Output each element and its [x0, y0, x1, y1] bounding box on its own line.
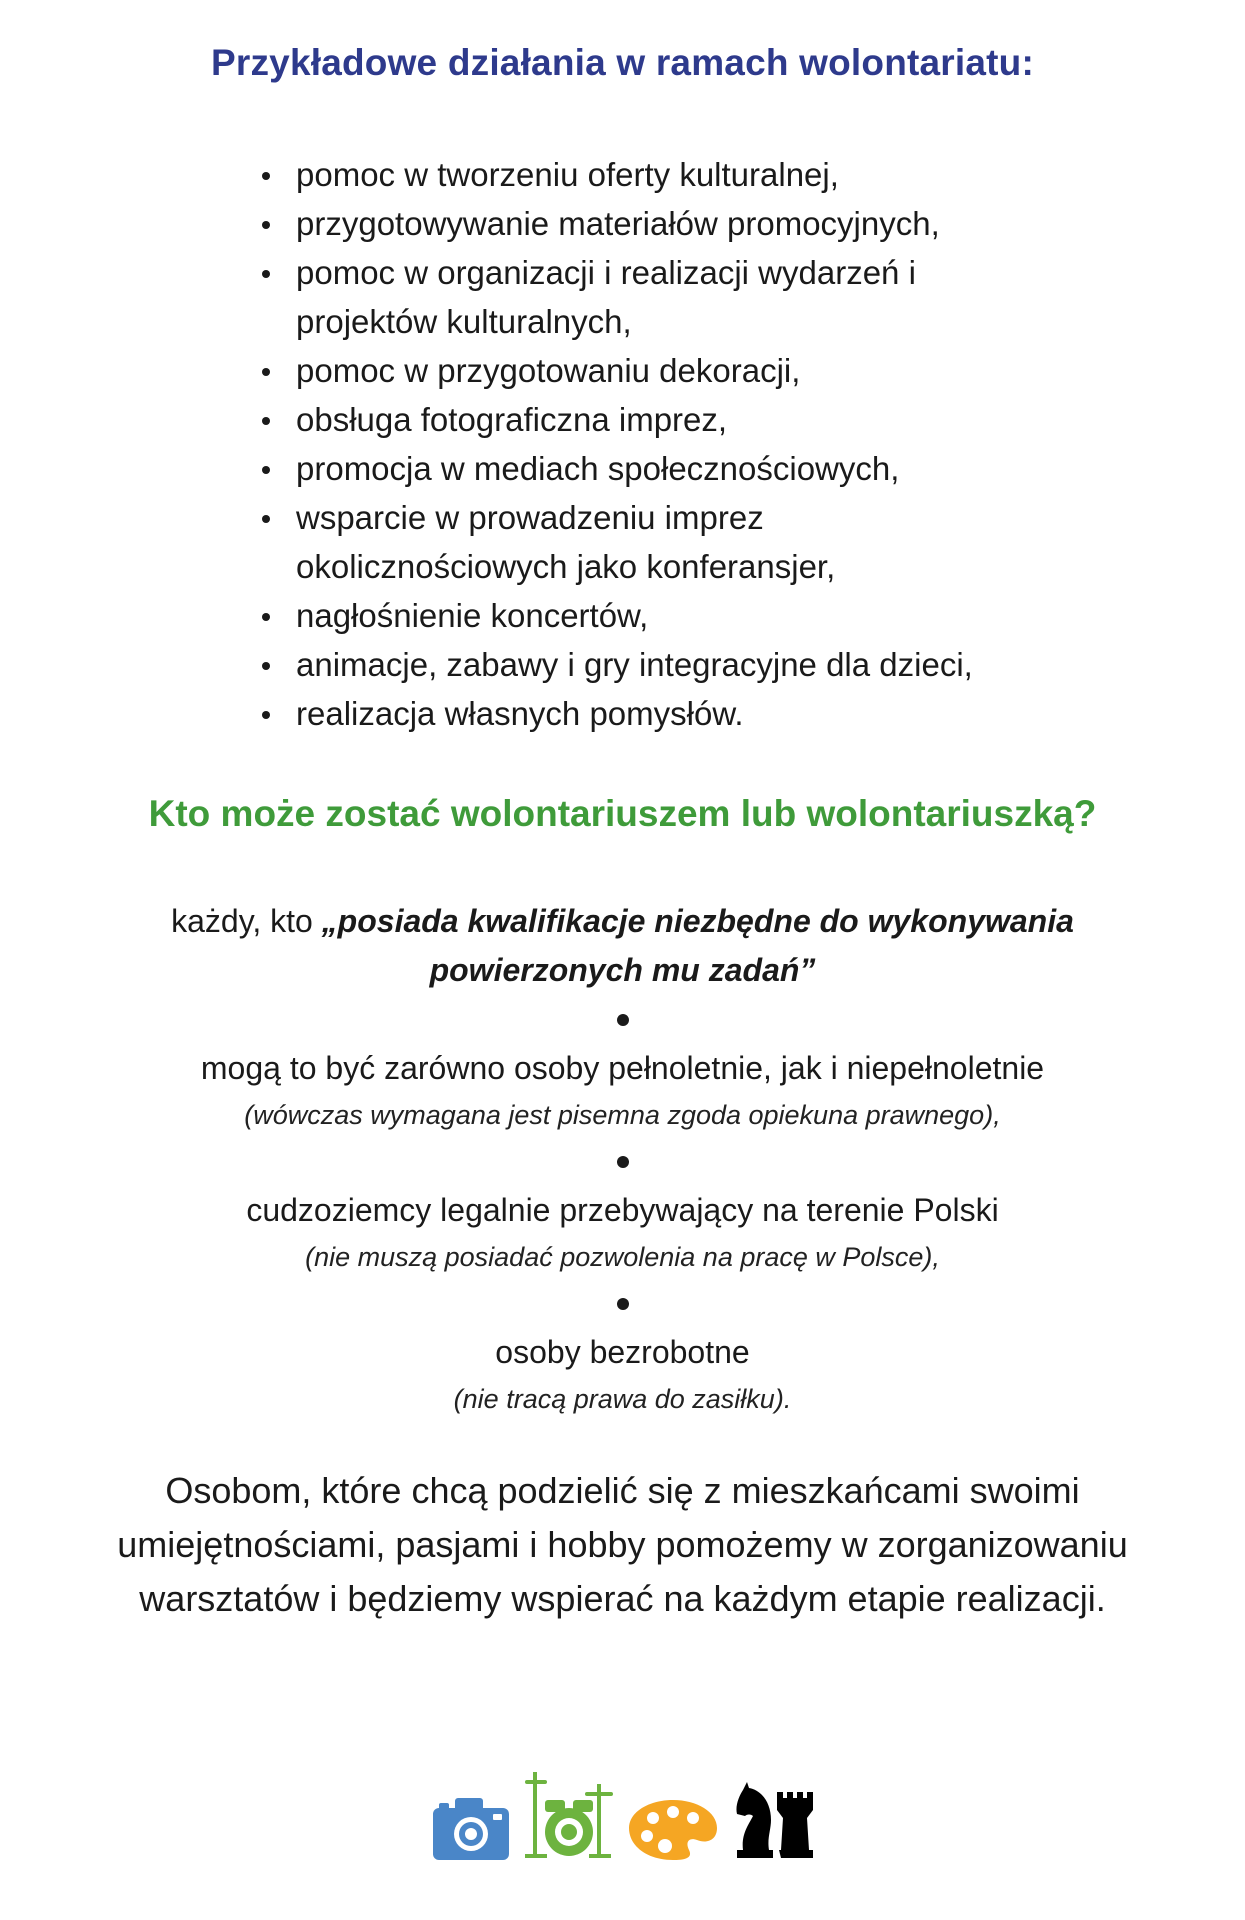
activities-list: [262, 150, 1122, 738]
who-section: [60, 897, 1185, 1421]
who-heading: Kto może zostać wolontariuszem lub wolontariuszką?: [148, 793, 1097, 834]
drum-kit-icon: [523, 1770, 615, 1862]
palette-icon: [627, 1796, 719, 1862]
list-item: pomoc w organizacji i realizacji wydarzeń i projektów kulturalnych,: [262, 248, 1036, 346]
list-item: wsparcie w prowadzeniu imprez okolicznościowych jako konferansjer,: [262, 493, 916, 591]
who-intro: [60, 897, 1185, 995]
who-item-text: osoby bezrobotne: [495, 1334, 750, 1370]
who-item-text: cudzoziemcy legalnie przebywający na terenie Polski: [246, 1192, 999, 1228]
icon-row: [0, 1770, 1245, 1862]
who-intro-plain: każdy, kto: [171, 903, 322, 939]
closing-paragraph: Osobom, które chcą podzielić się z mieszkańcami swoimi umiejętnościami, pasjami i hobby pomożemy w zorganizowaniu warsztatów i będziemy wspierać na każdym etapie realizacji.: [117, 1470, 1128, 1619]
list-item: obsługa fotograficzna imprez,: [262, 395, 1122, 444]
list-item: nagłośnienie koncertów,: [262, 591, 1122, 640]
who-item-text: mogą to być zarówno osoby pełnoletnie, jak i niepełnoletnie: [200, 1050, 1045, 1086]
list-item: animacje, zabawy i gry integracyjne dla dzieci,: [262, 640, 1122, 689]
who-item-note: (wówczas wymagana jest pisemna zgoda opiekuna prawnego),: [244, 1100, 1001, 1130]
bullet-separator: [60, 1279, 1185, 1328]
list-item: pomoc w przygotowaniu dekoracji,: [262, 346, 1122, 395]
chess-pieces-icon: [731, 1778, 815, 1862]
camera-icon: [431, 1794, 511, 1862]
bullet-separator: [60, 1137, 1185, 1186]
list-item: realizacja własnych pomysłów.: [262, 689, 1122, 738]
list-item: promocja w mediach społecznościowych,: [262, 444, 1122, 493]
list-item: przygotowywanie materiałów promocyjnych,: [262, 199, 1122, 248]
list-item: pomoc w tworzeniu oferty kulturalnej,: [262, 150, 1122, 199]
who-item-note: (nie tracą prawa do zasiłku).: [453, 1384, 792, 1414]
who-intro-quote: „posiada kwalifikacje niezbędne do wykonywania powierzonych mu zadań”: [321, 903, 1074, 988]
bullet-separator: [60, 995, 1185, 1044]
activities-heading: Przykładowe działania w ramach wolontariatu:: [210, 42, 1035, 83]
who-item-note: (nie muszą posiadać pozwolenia na pracę w Polsce),: [305, 1242, 940, 1272]
